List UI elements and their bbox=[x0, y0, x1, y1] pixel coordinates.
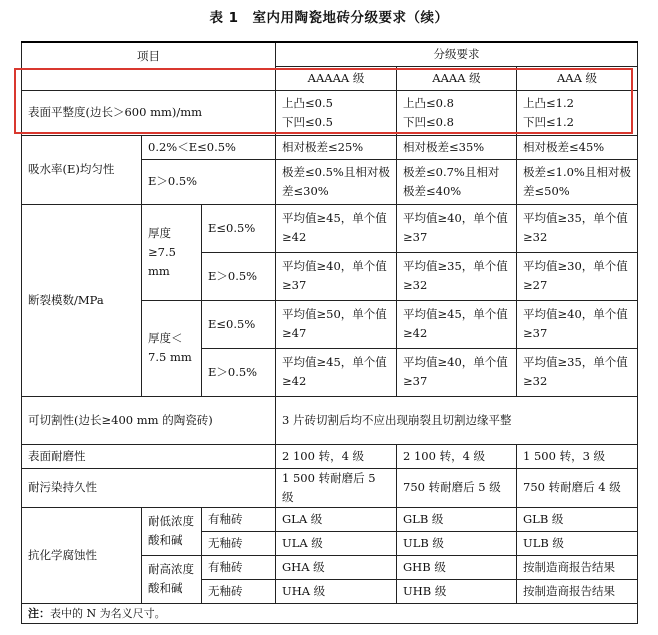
row-label-absorption: 吸水率(E)均匀性 bbox=[22, 135, 142, 204]
row-label-chemical: 抗化学腐蚀性 bbox=[22, 507, 142, 603]
wear-aaaaa: 2 100 转，4 级 bbox=[276, 444, 397, 468]
modulus-2-aaaaa: 平均值≥40，单个值≥37 bbox=[276, 252, 397, 300]
table-row-chemical-1 bbox=[22, 507, 638, 531]
chemical-glaze-3: 有釉砖 bbox=[202, 555, 276, 579]
row-label-flatness: 表面平整度(边长＞600 mm)/mm bbox=[22, 90, 276, 135]
chemical-2-aaaaa: ULA 级 bbox=[276, 531, 397, 555]
table-row-stain bbox=[22, 468, 638, 507]
chemical-glaze-1: 有釉砖 bbox=[202, 507, 276, 531]
absorption-2-aaaa: 极差≤0.7%且相对极差≤40% bbox=[397, 159, 517, 204]
absorption-condition-2: E＞0.5% bbox=[142, 159, 276, 204]
flatness-aaaaa: 上凸≤0.5 下凹≤0.5 bbox=[276, 90, 397, 135]
chemical-1-aaaa: GLB 级 bbox=[397, 507, 517, 531]
modulus-2-aaa: 平均值≥30，单个值≥27 bbox=[517, 252, 638, 300]
chemical-3-aaaaa: GHA 级 bbox=[276, 555, 397, 579]
modulus-1-aaaa: 平均值≥40，单个值≥37 bbox=[397, 204, 517, 252]
chemical-4-aaaa: UHB 级 bbox=[397, 579, 517, 603]
wear-aaaa: 2 100 转，4 级 bbox=[397, 444, 517, 468]
chemical-2-aaa: ULB 级 bbox=[517, 531, 638, 555]
modulus-4-aaa: 平均值≥35，单个值≥32 bbox=[517, 348, 638, 396]
modulus-condition-2: E＞0.5% bbox=[202, 252, 276, 300]
table-row-flatness bbox=[22, 90, 638, 135]
flatness-aaaa: 上凸≤0.8 下凹≤0.8 bbox=[397, 90, 517, 135]
chemical-4-aaaaa: UHA 级 bbox=[276, 579, 397, 603]
absorption-condition-1: 0.2%＜E≤0.5% bbox=[142, 135, 276, 159]
table-row-cuttability bbox=[22, 396, 638, 444]
chemical-1-aaaaa: GLA 级 bbox=[276, 507, 397, 531]
chemical-glaze-4: 无釉砖 bbox=[202, 579, 276, 603]
flatness-aaa: 上凸≤1.2 下凹≤1.2 bbox=[517, 90, 638, 135]
table-title: 表 1 室内用陶瓷地砖分级要求（续） bbox=[209, 10, 449, 26]
modulus-condition-1: E≤0.5% bbox=[202, 204, 276, 252]
modulus-2-aaaa: 平均值≥35，单个值≥32 bbox=[397, 252, 517, 300]
modulus-thickness-1: 厚度≥7.5 mm bbox=[142, 204, 202, 300]
modulus-1-aaaaa: 平均值≥45，单个值≥42 bbox=[276, 204, 397, 252]
wear-aaa: 1 500 转，3 级 bbox=[517, 444, 638, 468]
absorption-1-aaa: 相对极差≤45% bbox=[517, 135, 638, 159]
absorption-2-aaa: 极差≤1.0%且相对极差≤50% bbox=[517, 159, 638, 204]
chemical-4-aaa: 按制造商报告结果 bbox=[517, 579, 638, 603]
header-item: 项目 bbox=[22, 42, 276, 90]
chemical-group-high: 耐高浓度酸和碱 bbox=[142, 555, 202, 603]
row-label-stain: 耐污染持久性 bbox=[22, 468, 276, 507]
table-note bbox=[22, 603, 638, 623]
stain-aaa: 750 转耐磨后 4 级 bbox=[517, 468, 638, 507]
absorption-2-aaaaa: 极差≤0.5%且相对极差≤30% bbox=[276, 159, 397, 204]
chemical-1-aaa: GLB 级 bbox=[517, 507, 638, 531]
table-row-wear bbox=[22, 444, 638, 468]
header-grading: 分级要求 bbox=[276, 42, 638, 66]
table-row-absorption-1 bbox=[22, 135, 638, 159]
modulus-4-aaaaa: 平均值≥45，单个值≥42 bbox=[276, 348, 397, 396]
modulus-3-aaaa: 平均值≥45，单个值≥42 bbox=[397, 300, 517, 348]
note-text: 表中的 N 为名义尺寸。 bbox=[50, 606, 166, 620]
chemical-group-low: 耐低浓度酸和碱 bbox=[142, 507, 202, 555]
chemical-3-aaa: 按制造商报告结果 bbox=[517, 555, 638, 579]
header-grade-aaa: AAA 级 bbox=[517, 66, 638, 90]
header-grade-aaaaa: AAAAA 级 bbox=[276, 66, 397, 90]
modulus-4-aaaa: 平均值≥40，单个值≥37 bbox=[397, 348, 517, 396]
note-prefix: 注： bbox=[28, 606, 50, 620]
modulus-1-aaa: 平均值≥35，单个值≥32 bbox=[517, 204, 638, 252]
row-label-wear: 表面耐磨性 bbox=[22, 444, 276, 468]
modulus-condition-4: E＞0.5% bbox=[202, 348, 276, 396]
row-label-cuttability: 可切割性(边长≥400 mm 的陶瓷砖) bbox=[22, 396, 276, 444]
header-grade-aaaa: AAAA 级 bbox=[397, 66, 517, 90]
modulus-3-aaa: 平均值≥40，单个值≥37 bbox=[517, 300, 638, 348]
chemical-glaze-2: 无釉砖 bbox=[202, 531, 276, 555]
modulus-thickness-2: 厚度＜7.5 mm bbox=[142, 300, 202, 396]
chemical-3-aaaa: GHB 级 bbox=[397, 555, 517, 579]
table-row-modulus-1 bbox=[22, 204, 638, 252]
chemical-2-aaaa: ULB 级 bbox=[397, 531, 517, 555]
grading-table bbox=[21, 41, 638, 624]
stain-aaaaa: 1 500 转耐磨后 5 级 bbox=[276, 468, 397, 507]
absorption-1-aaaaa: 相对极差≤25% bbox=[276, 135, 397, 159]
row-label-modulus: 断裂模数/MPa bbox=[22, 204, 142, 396]
table-row-note bbox=[22, 603, 638, 623]
modulus-3-aaaaa: 平均值≥50，单个值≥47 bbox=[276, 300, 397, 348]
absorption-1-aaaa: 相对极差≤35% bbox=[397, 135, 517, 159]
stain-aaaa: 750 转耐磨后 5 级 bbox=[397, 468, 517, 507]
cuttability-value: 3 片砖切割后均不应出现崩裂且切割边缘平整 bbox=[276, 396, 638, 444]
modulus-condition-3: E≤0.5% bbox=[202, 300, 276, 348]
